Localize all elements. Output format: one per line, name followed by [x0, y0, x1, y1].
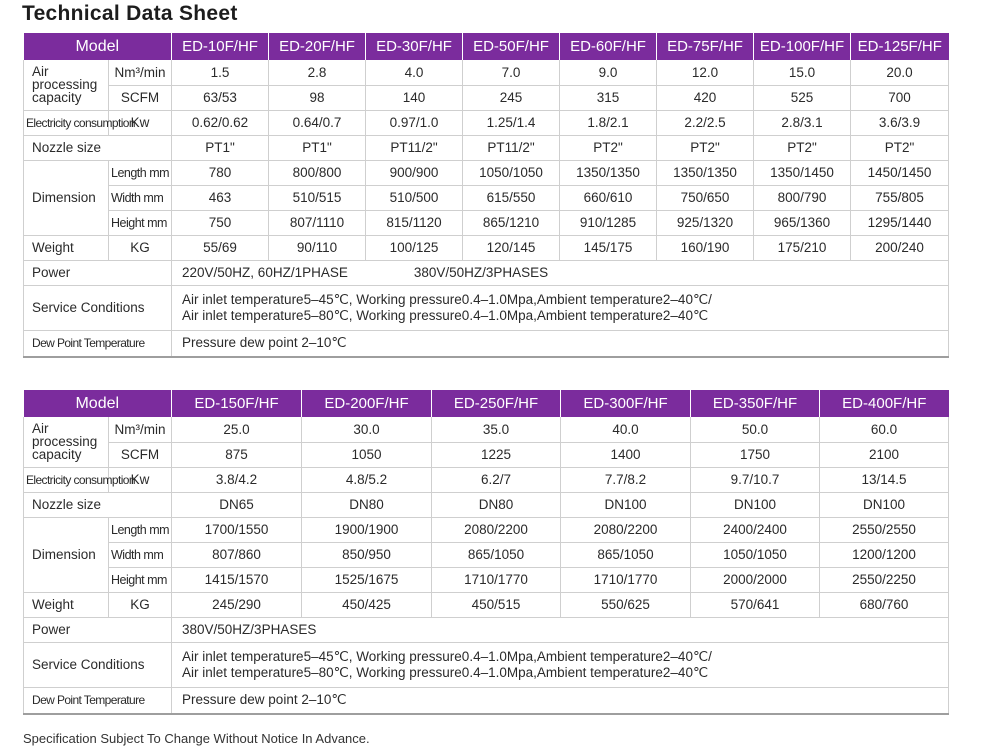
dewpoint-label: Dew Point Temperature — [24, 687, 172, 714]
value-cell: 1.25/1.4 — [463, 110, 560, 135]
table-row — [24, 135, 949, 160]
value-cell: 850/950 — [302, 542, 432, 567]
value-cell: 900/900 — [366, 160, 463, 185]
value-cell: 450/425 — [302, 592, 432, 617]
unit-kw: Kw — [109, 467, 172, 492]
table-row — [24, 160, 949, 185]
value-cell: 750/650 — [657, 185, 754, 210]
table-row — [24, 492, 949, 517]
value-cell: 15.0 — [754, 60, 851, 85]
value-cell: 700 — [851, 85, 949, 110]
value-cell: 807/860 — [172, 542, 302, 567]
power-value-single: 220V/50HZ, 60HZ/1PHASE — [182, 265, 348, 280]
table-row — [24, 330, 949, 357]
value-cell: 0.97/1.0 — [366, 110, 463, 135]
value-cell: 463 — [172, 185, 269, 210]
value-cell: 1525/1675 — [302, 567, 432, 592]
service-line-2: Air inlet temperature5–80℃, Working pressure0.4–1.0Mpa,Ambient temperature2–40℃ — [182, 307, 709, 323]
value-cell: DN80 — [432, 492, 561, 517]
table-row — [24, 467, 949, 492]
unit-kw: Kw — [109, 110, 172, 135]
unit-nm3: Nm³/min — [109, 417, 172, 442]
table-row — [24, 687, 949, 714]
value-cell: 1200/1200 — [820, 542, 949, 567]
unit-height: Height mm — [109, 210, 172, 235]
service-line-2: Air inlet temperature5–80℃, Working pressure0.4–1.0Mpa,Ambient temperature2–40℃ — [182, 664, 709, 680]
air-processing-label: Air processing capacity — [24, 60, 109, 110]
value-cell: 755/805 — [851, 185, 949, 210]
value-cell: 800/790 — [754, 185, 851, 210]
value-cell: 510/515 — [269, 185, 366, 210]
weight-label: Weight — [24, 592, 109, 617]
value-cell: 2550/2250 — [820, 567, 949, 592]
value-cell: 4.8/5.2 — [302, 467, 432, 492]
value-cell: PT2" — [754, 135, 851, 160]
value-cell: PT1" — [172, 135, 269, 160]
value-cell: 450/515 — [432, 592, 561, 617]
model-cell: ED-400F/HF — [820, 390, 949, 417]
value-cell: 875 — [172, 442, 302, 467]
model-cell: ED-200F/HF — [302, 390, 432, 417]
table-row — [24, 235, 949, 260]
model-cell: ED-100F/HF — [754, 33, 851, 60]
value-cell: 35.0 — [432, 417, 561, 442]
table-row — [24, 617, 949, 642]
model-cell: ED-350F/HF — [691, 390, 820, 417]
model-cell: ED-250F/HF — [432, 390, 561, 417]
value-cell: 780 — [172, 160, 269, 185]
value-cell: 800/800 — [269, 160, 366, 185]
value-cell: 550/625 — [561, 592, 691, 617]
model-header: Model — [24, 390, 172, 417]
dewpoint-label: Dew Point Temperature — [24, 330, 172, 357]
value-cell: 3.6/3.9 — [851, 110, 949, 135]
value-cell: 1350/1350 — [657, 160, 754, 185]
value-cell: DN65 — [172, 492, 302, 517]
value-cell: 2100 — [820, 442, 949, 467]
value-cell: 315 — [560, 85, 657, 110]
value-cell: 1750 — [691, 442, 820, 467]
value-cell: 4.0 — [366, 60, 463, 85]
value-cell: 90/110 — [269, 235, 366, 260]
service-value — [172, 642, 949, 687]
value-cell: PT2" — [560, 135, 657, 160]
power-label: Power — [24, 260, 172, 285]
value-cell: 925/1320 — [657, 210, 754, 235]
value-cell: 750 — [172, 210, 269, 235]
value-cell: 1050 — [302, 442, 432, 467]
dimension-label: Dimension — [24, 160, 109, 235]
value-cell: 175/210 — [754, 235, 851, 260]
model-header: Model — [24, 33, 172, 60]
header-row — [24, 33, 949, 60]
value-cell: 63/53 — [172, 85, 269, 110]
table-row — [24, 567, 949, 592]
table-row — [24, 210, 949, 235]
value-cell: 120/145 — [463, 235, 560, 260]
value-cell: 1050/1050 — [691, 542, 820, 567]
value-cell: PT1" — [269, 135, 366, 160]
value-cell: PT2" — [657, 135, 754, 160]
unit-scfm: SCFM — [109, 442, 172, 467]
value-cell: 965/1360 — [754, 210, 851, 235]
table-row — [24, 442, 949, 467]
footer-note: Specification Subject To Change Without Notice In Advance. — [23, 731, 370, 746]
value-cell: DN100 — [820, 492, 949, 517]
air-processing-label: Air processing capacity — [24, 417, 109, 467]
unit-nm3: Nm³/min — [109, 60, 172, 85]
value-cell: PT11/2" — [366, 135, 463, 160]
value-cell: 1450/1450 — [851, 160, 949, 185]
value-cell: 1.8/2.1 — [560, 110, 657, 135]
model-cell: ED-60F/HF — [560, 33, 657, 60]
value-cell: 615/550 — [463, 185, 560, 210]
spec-table-1 — [23, 33, 949, 358]
unit-height: Height mm — [109, 567, 172, 592]
table-row — [24, 260, 949, 285]
unit-kg: KG — [109, 235, 172, 260]
nozzle-label: Nozzle size — [24, 135, 172, 160]
header-row — [24, 390, 949, 417]
value-cell: 1710/1770 — [561, 567, 691, 592]
value-cell: 100/125 — [366, 235, 463, 260]
unit-width: Width mm — [109, 542, 172, 567]
value-cell: 160/190 — [657, 235, 754, 260]
value-cell: 660/610 — [560, 185, 657, 210]
model-cell: ED-30F/HF — [366, 33, 463, 60]
unit-kg: KG — [109, 592, 172, 617]
value-cell: 12.0 — [657, 60, 754, 85]
model-cell: ED-150F/HF — [172, 390, 302, 417]
table-row — [24, 85, 949, 110]
value-cell: 30.0 — [302, 417, 432, 442]
service-value — [172, 285, 949, 330]
unit-length: Length mm — [109, 160, 172, 185]
model-cell: ED-10F/HF — [172, 33, 269, 60]
model-cell: ED-50F/HF — [463, 33, 560, 60]
value-cell: 1225 — [432, 442, 561, 467]
value-cell: 200/240 — [851, 235, 949, 260]
model-cell: ED-125F/HF — [851, 33, 949, 60]
service-line-1: Air inlet temperature5–45℃, Working pressure0.4–1.0Mpa,Ambient temperature2–40℃/ — [182, 291, 712, 307]
page-title: Technical Data Sheet — [22, 2, 238, 25]
model-cell: ED-300F/HF — [561, 390, 691, 417]
value-cell: 807/1110 — [269, 210, 366, 235]
value-cell: 2080/2200 — [561, 517, 691, 542]
table-row — [24, 185, 949, 210]
value-cell: 2080/2200 — [432, 517, 561, 542]
electricity-label: Electricity consumption — [24, 467, 109, 492]
value-cell: 140 — [366, 85, 463, 110]
electricity-label: Electricity consumption — [24, 110, 109, 135]
power-value-three: 380V/50HZ/3PHASES — [413, 265, 549, 280]
value-cell: PT11/2" — [463, 135, 560, 160]
value-cell: 570/641 — [691, 592, 820, 617]
value-cell: 1700/1550 — [172, 517, 302, 542]
value-cell: 1400 — [561, 442, 691, 467]
value-cell: DN100 — [561, 492, 691, 517]
value-cell: 1050/1050 — [463, 160, 560, 185]
value-cell: 3.8/4.2 — [172, 467, 302, 492]
weight-label: Weight — [24, 235, 109, 260]
unit-scfm: SCFM — [109, 85, 172, 110]
value-cell: 1350/1450 — [754, 160, 851, 185]
table-row — [24, 417, 949, 442]
value-cell: 525 — [754, 85, 851, 110]
table-row — [24, 642, 949, 687]
value-cell: 245 — [463, 85, 560, 110]
value-cell: 7.7/8.2 — [561, 467, 691, 492]
value-cell: 0.64/0.7 — [269, 110, 366, 135]
value-cell: 680/760 — [820, 592, 949, 617]
power-label: Power — [24, 617, 172, 642]
value-cell: 1900/1900 — [302, 517, 432, 542]
value-cell: 1.5 — [172, 60, 269, 85]
spec-table-2 — [23, 390, 949, 715]
value-cell: 865/1210 — [463, 210, 560, 235]
model-cell: ED-20F/HF — [269, 33, 366, 60]
value-cell: 55/69 — [172, 235, 269, 260]
value-cell: 1415/1570 — [172, 567, 302, 592]
value-cell: 2000/2000 — [691, 567, 820, 592]
value-cell: 245/290 — [172, 592, 302, 617]
value-cell: 0.62/0.62 — [172, 110, 269, 135]
dimension-label: Dimension — [24, 517, 109, 592]
nozzle-label: Nozzle size — [24, 492, 172, 517]
dewpoint-value: Pressure dew point 2–10℃ — [172, 687, 949, 714]
value-cell: 9.0 — [560, 60, 657, 85]
table-row — [24, 542, 949, 567]
value-cell: DN100 — [691, 492, 820, 517]
table-row — [24, 285, 949, 330]
value-cell: 865/1050 — [432, 542, 561, 567]
unit-length: Length mm — [109, 517, 172, 542]
value-cell: 40.0 — [561, 417, 691, 442]
value-cell: 98 — [269, 85, 366, 110]
value-cell: 420 — [657, 85, 754, 110]
value-cell: 1295/1440 — [851, 210, 949, 235]
value-cell: 20.0 — [851, 60, 949, 85]
value-cell: 7.0 — [463, 60, 560, 85]
value-cell: 145/175 — [560, 235, 657, 260]
value-cell: 2.2/2.5 — [657, 110, 754, 135]
value-cell: 50.0 — [691, 417, 820, 442]
value-cell: 60.0 — [820, 417, 949, 442]
value-cell: 25.0 — [172, 417, 302, 442]
value-cell: 2400/2400 — [691, 517, 820, 542]
value-cell: 1710/1770 — [432, 567, 561, 592]
service-label: Service Conditions — [24, 285, 172, 330]
power-value: 380V/50HZ/3PHASES — [172, 617, 949, 642]
dewpoint-value: Pressure dew point 2–10℃ — [172, 330, 949, 357]
value-cell: 13/14.5 — [820, 467, 949, 492]
unit-width: Width mm — [109, 185, 172, 210]
value-cell: DN80 — [302, 492, 432, 517]
value-cell: 510/500 — [366, 185, 463, 210]
table-row — [24, 110, 949, 135]
service-label: Service Conditions — [24, 642, 172, 687]
value-cell: 9.7/10.7 — [691, 467, 820, 492]
table-row — [24, 60, 949, 85]
table-row — [24, 517, 949, 542]
table-row — [24, 592, 949, 617]
value-cell: 2.8/3.1 — [754, 110, 851, 135]
model-cell: ED-75F/HF — [657, 33, 754, 60]
value-cell: 815/1120 — [366, 210, 463, 235]
value-cell: 1350/1350 — [560, 160, 657, 185]
value-cell: 910/1285 — [560, 210, 657, 235]
service-line-1: Air inlet temperature5–45℃, Working pressure0.4–1.0Mpa,Ambient temperature2–40℃/ — [182, 648, 712, 664]
power-value — [172, 260, 949, 285]
value-cell: 6.2/7 — [432, 467, 561, 492]
value-cell: 865/1050 — [561, 542, 691, 567]
value-cell: 2550/2550 — [820, 517, 949, 542]
value-cell: 2.8 — [269, 60, 366, 85]
value-cell: PT2" — [851, 135, 949, 160]
